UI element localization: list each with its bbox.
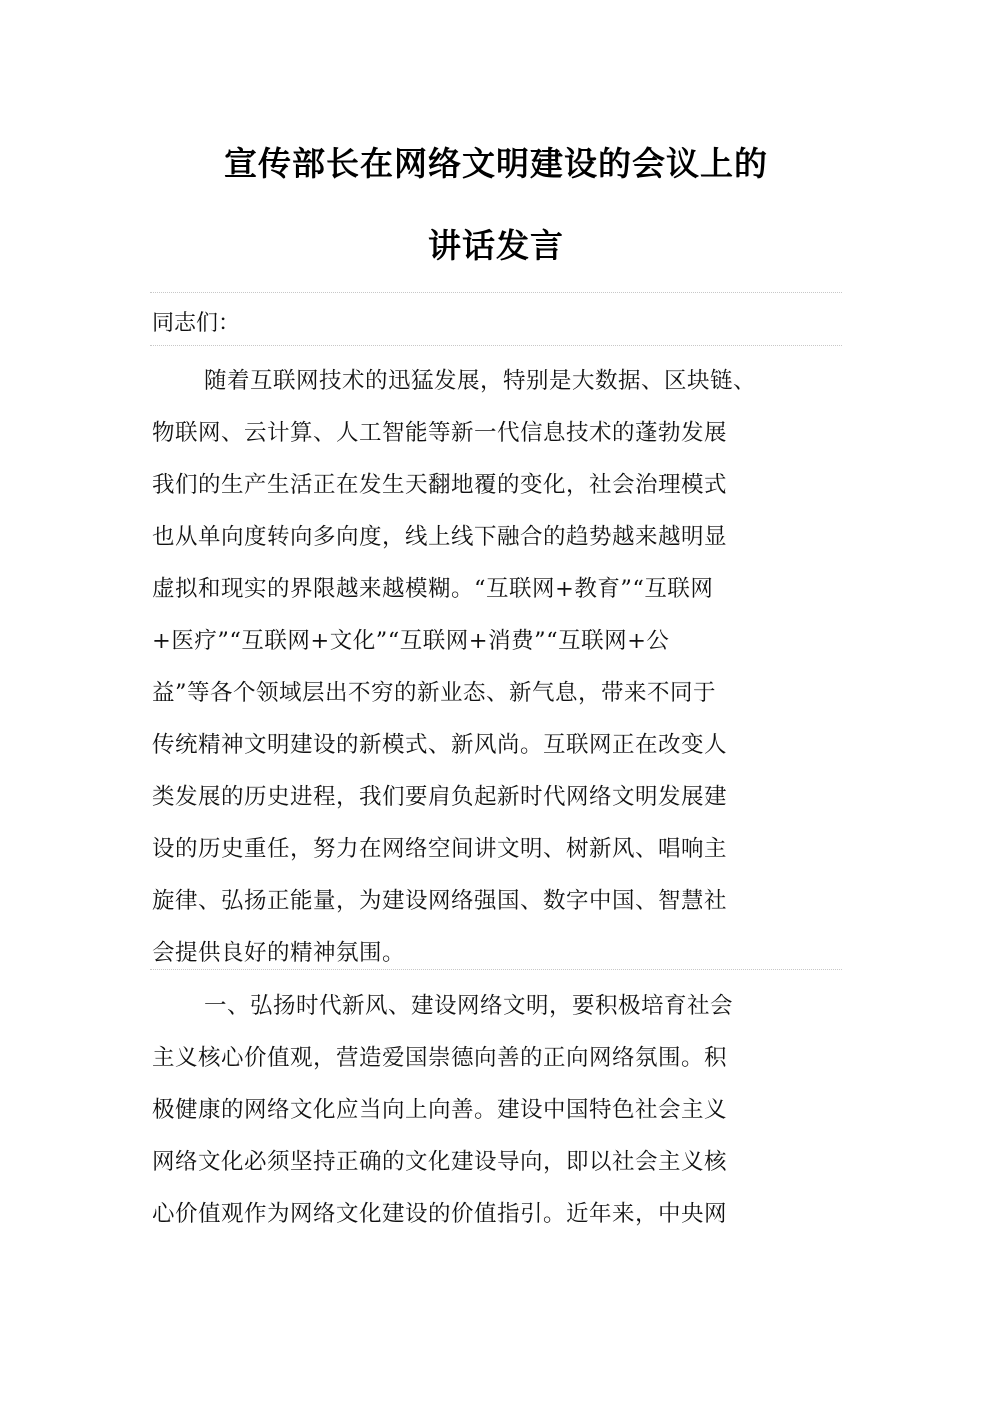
divider-paragraph bbox=[150, 969, 842, 970]
paragraph-line: 一、弘扬时代新风、建设网络文明，要积极培育社会 bbox=[204, 993, 734, 1019]
paragraph-line: 物联网、云计算、人工智能等新一代信息技术的蓬勃发展 bbox=[152, 420, 728, 446]
paragraph-line: 也从单向度转向多向度，线上线下融合的趋势越来越明显 bbox=[152, 524, 728, 550]
paragraph-line: 设的历史重任，努力在网络空间讲文明、树新风、唱响主 bbox=[152, 836, 728, 862]
paragraph-line: +医疗”“互联网+文化”“互联网+消费”“互联网+公 bbox=[152, 628, 670, 654]
paragraph-line: 虚拟和现实的界限越来越模糊。“互联网+教育”“互联网 bbox=[152, 576, 714, 602]
paragraph-intro bbox=[152, 355, 862, 979]
paragraph-line: 网络文化必须坚持正确的文化建设导向，即以社会主义核 bbox=[152, 1149, 728, 1175]
paragraph-line: 极健康的网络文化应当向上向善。建设中国特色社会主义 bbox=[152, 1097, 728, 1123]
divider-top bbox=[150, 292, 842, 293]
paragraph-line: 传统精神文明建设的新模式、新风尚。互联网正在改变人 bbox=[152, 732, 728, 758]
paragraph-line: 旋律、弘扬正能量，为建设网络强国、数字中国、智慧社 bbox=[152, 888, 728, 914]
paragraph-line: 心价值观作为网络文化建设的价值指引。近年来，中央网 bbox=[152, 1201, 728, 1227]
paragraph-line: 类发展的历史进程，我们要肩负起新时代网络文明发展建 bbox=[152, 784, 728, 810]
divider-salutation bbox=[150, 345, 842, 346]
paragraph-line: 随着互联网技术的迅猛发展，特别是大数据、区块链、 bbox=[204, 368, 757, 394]
paragraph-line: 会提供良好的精神氛围。 bbox=[152, 940, 406, 966]
paragraph-line: 主义核心价值观，营造爱国崇德向善的正向网络氛围。积 bbox=[152, 1045, 728, 1071]
paragraph-section-one bbox=[152, 980, 862, 1240]
document-title-line-2: 讲话发言 bbox=[428, 226, 564, 265]
salutation: 同志们： bbox=[152, 311, 241, 336]
document-title-line-1: 宣传部长在网络文明建设的会议上的 bbox=[224, 144, 768, 183]
paragraph-line: 我们的生产生活正在发生天翻地覆的变化，社会治理模式 bbox=[152, 472, 728, 498]
paragraph-line: 益”等各个领域层出不穷的新业态、新气息，带来不同于 bbox=[152, 680, 717, 706]
